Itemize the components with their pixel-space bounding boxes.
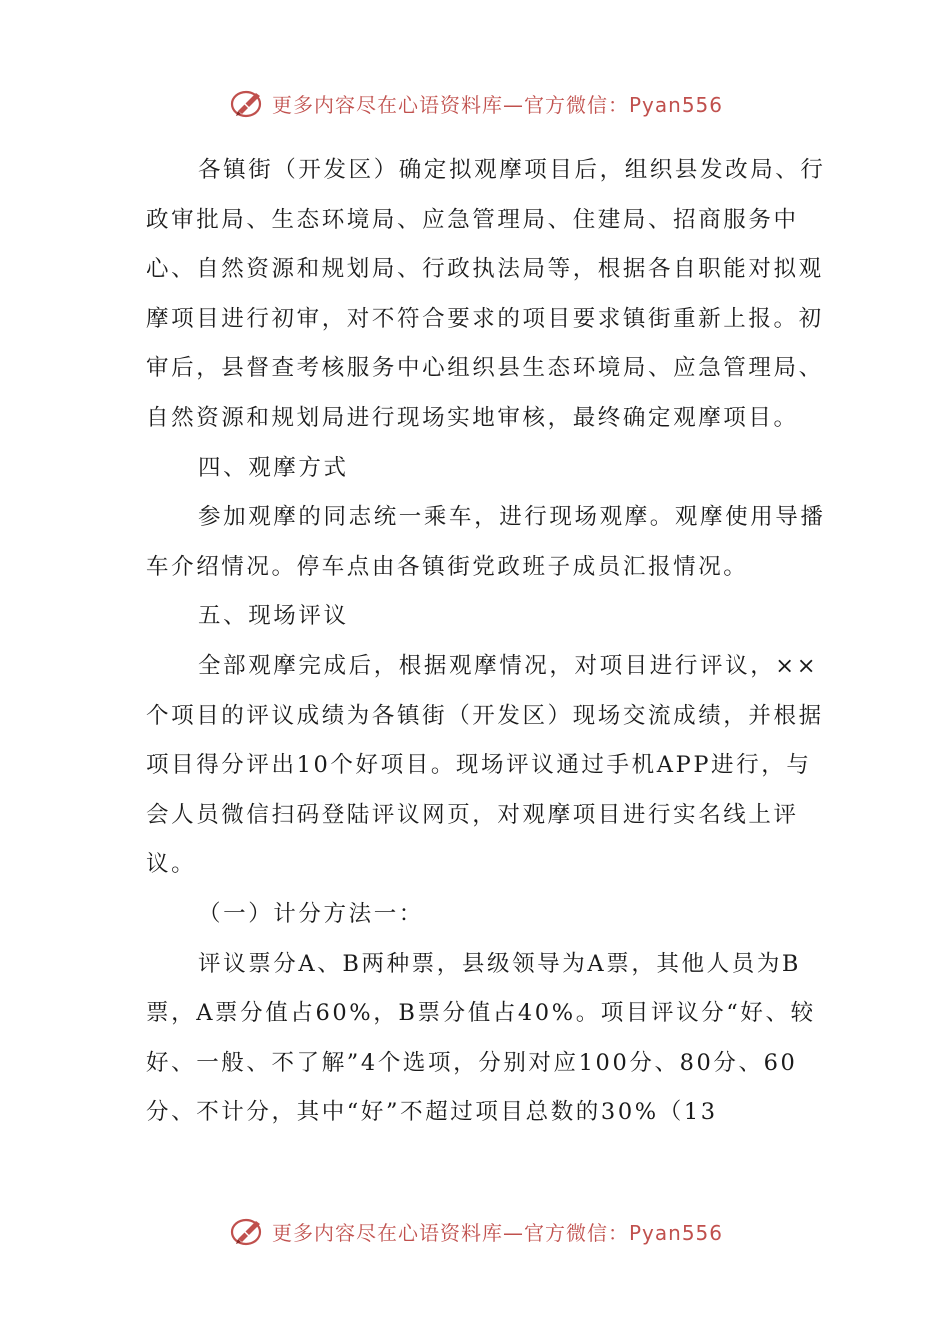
heading-on-site-evaluation: 五、现场评议: [198, 603, 349, 630]
heading-observation-method: 四、观摩方式: [198, 454, 349, 481]
header-watermark: [230, 83, 723, 123]
watermark-text: 更多内容尽在心语资料库—官方微信：Pyan556: [272, 1220, 724, 1245]
paragraph-observation-method: 参加观摩的同志统一乘车，进行现场观摩。观摩使用导播车介绍情况。停车点由各镇街党政班子成员汇报情况。: [146, 504, 826, 580]
footer-watermark: [230, 1211, 723, 1251]
pen-logo-icon: [230, 1213, 266, 1249]
paragraph-on-site-evaluation: 全部观摩完成后，根据观摩情况，对项目进行评议，××个项目的评议成绩为各镇街（开发区）现场交流成绩，并根据项目得分评出10个好项目。现场评议通过手机APP进行，与会人员微信扫码登陆评议网页，对观摩项目进行实名线上评议。: [146, 652, 824, 878]
document-body: [146, 146, 826, 1138]
paragraph-scoring-method-one: 评议票分A、B两种票，县级领导为A票，其他人员为B票，A票分值占60%，B票分值占40%。项目评议分“好、较好、一般、不了解”4个选项，分别对应100分、80分、60分、不计分，其中“好”不超过项目总数的30%（13: [146, 950, 816, 1126]
pen-logo-icon: [230, 85, 266, 121]
watermark-text: 更多内容尽在心语资料库—官方微信：Pyan556: [272, 92, 724, 117]
heading-scoring-method-one: （一）计分方法一：: [198, 900, 424, 927]
paragraph-review-process: 各镇街（开发区）确定拟观摩项目后，组织县发改局、行政审批局、生态环境局、应急管理局、住建局、招商服务中心、自然资源和规划局、行政执法局等，根据各自职能对拟观摩项目进行初审，对不符合要求的项目要求镇街重新上报。初审后，县督查考核服务中心组织县生态环境局、应急管理局、自然资源和规划局进行现场实地审核，最终确定观摩项目。: [146, 157, 826, 431]
